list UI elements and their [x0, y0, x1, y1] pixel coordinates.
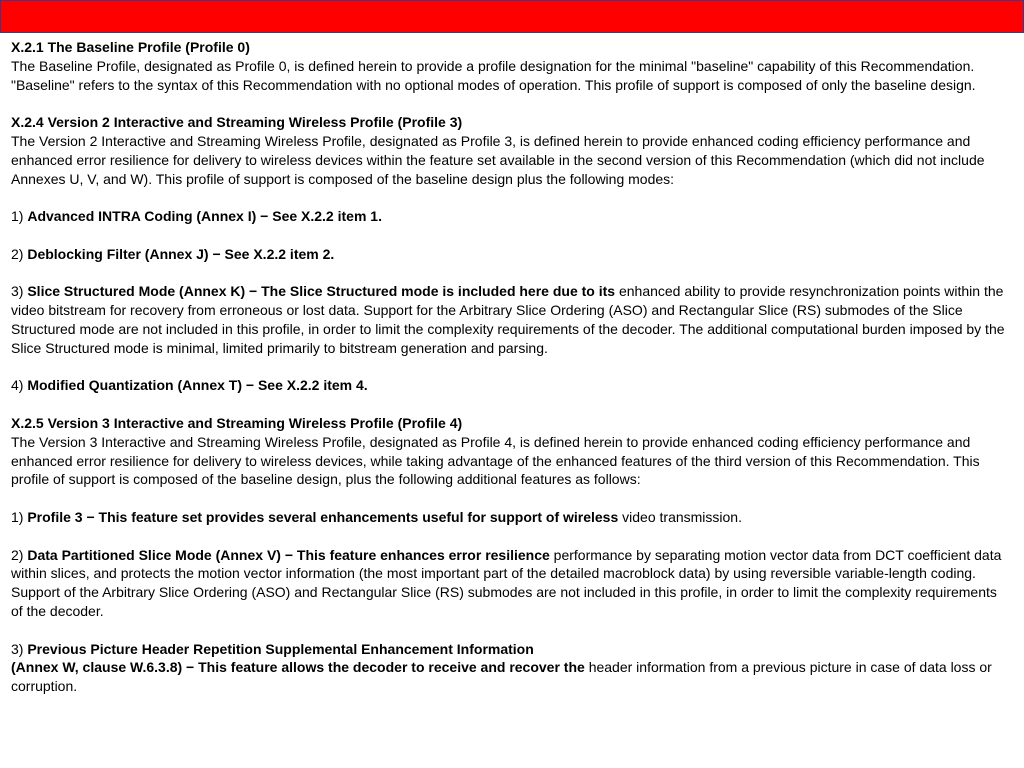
- item-text: video transmission.: [618, 508, 742, 525]
- item-bold-text: Deblocking Filter (Annex J) − See X.2.2 item 2.: [27, 245, 335, 262]
- item-number: 2): [11, 546, 28, 563]
- item-number: 1): [11, 208, 28, 225]
- item-number: 4): [11, 377, 28, 394]
- x25-item-2: [11, 546, 1009, 621]
- section-x25-heading: X.2.5 Version 3 Interactive and Streaming Wireless Profile (Profile 4): [11, 414, 463, 431]
- x25-item-3: [11, 640, 1009, 696]
- item-text: header information from a previous picture in case of data loss or corruption.: [11, 659, 992, 695]
- item-text: enhanced ability to provide resynchronization points within the video bitstream for recovery from erroneous or lost data. Support for the Arbitrary Slice Ordering (ASO) and Rectangular Slice (RS) submodes of the Slice Structured mode are not included in this profile, in order to limit the complexity requirements of the decoder. The additional computational burden imposed by the Slice Structured mode is minimal, limited primarily to bitstream generation and parsing.: [11, 283, 1005, 356]
- section-x24-heading: X.2.4 Version 2 Interactive and Streaming Wireless Profile (Profile 3): [11, 114, 463, 131]
- item-number: 3): [11, 283, 28, 300]
- section-x21-heading: X.2.1 The Baseline Profile (Profile 0): [11, 39, 250, 55]
- item-number: 2): [11, 245, 28, 262]
- x24-item-3: [11, 282, 1009, 357]
- section-x25-body: The Version 3 Interactive and Streaming Wireless Profile, designated as Profile 4, is defined herein to provide enhanced coding efficiency performance and enhanced error resilience for delivery to wireless devices, while taking advantage of the enhanced features of the third version of this Recommendation. This profile of support is composed of the baseline design, plus the following additional features as follows:: [11, 433, 980, 488]
- item-bold-text: Data Partitioned Slice Mode (Annex V) − This feature enhances error resilience: [27, 546, 550, 563]
- x24-item-2: [11, 245, 1009, 264]
- item-bold-text-continued: (Annex W, clause W.6.3.8) − This feature allows the decoder to receive and recover the: [11, 659, 585, 676]
- x25-item-1: [11, 508, 1009, 527]
- document-body: [11, 38, 1009, 696]
- item-number: 3): [11, 640, 28, 657]
- section-x21-body: The Baseline Profile, designated as Profile 0, is defined herein to provide a profile designation for the minimal "baseline" capability of this Recommendation. "Baseline" refers to the syntax of this Recommendation with no optional modes of operation. This profile of support is composed of only the baseline design.: [11, 57, 976, 93]
- item-bold-text: Slice Structured Mode (Annex K) − The Slice Structured mode is included here due to its: [27, 283, 616, 300]
- item-number: 1): [11, 508, 28, 525]
- item-bold-text: Advanced INTRA Coding (Annex I) − See X.2.2 item 1.: [27, 208, 382, 225]
- title-bar: [0, 0, 1024, 33]
- x24-item-1: [11, 207, 1009, 226]
- section-x24: [11, 113, 1009, 188]
- x24-item-4: [11, 376, 1009, 395]
- section-x24-body: The Version 2 Interactive and Streaming Wireless Profile, designated as Profile 3, is defined herein to provide enhanced coding efficiency performance and enhanced error resilience for delivery to wireless devices within the feature set available in the second version of this Recommendation (which did not include Annexes U, V, and W). This profile of support is composed of the baseline design plus the following modes:: [11, 132, 985, 187]
- section-x25: [11, 414, 1009, 489]
- item-bold-text: Previous Picture Header Repetition Supplemental Enhancement Information: [27, 640, 534, 657]
- section-x21: [11, 38, 1009, 94]
- item-bold-text: Profile 3 − This feature set provides several enhancements useful for support of wireless: [27, 508, 619, 525]
- item-text: performance by separating motion vector data from DCT coefficient data within slices, and protects the motion vector information (the most important part of the detailed macroblock data) by using reversible variable-length coding. Support of the Arbitrary Slice Ordering (ASO) and Rectangular Slice (RS) submodes are not included in this profile, in order to limit the complexity requirements of the decoder.: [11, 546, 1002, 619]
- item-bold-text: Modified Quantization (Annex T) − See X.2.2 item 4.: [27, 377, 368, 394]
